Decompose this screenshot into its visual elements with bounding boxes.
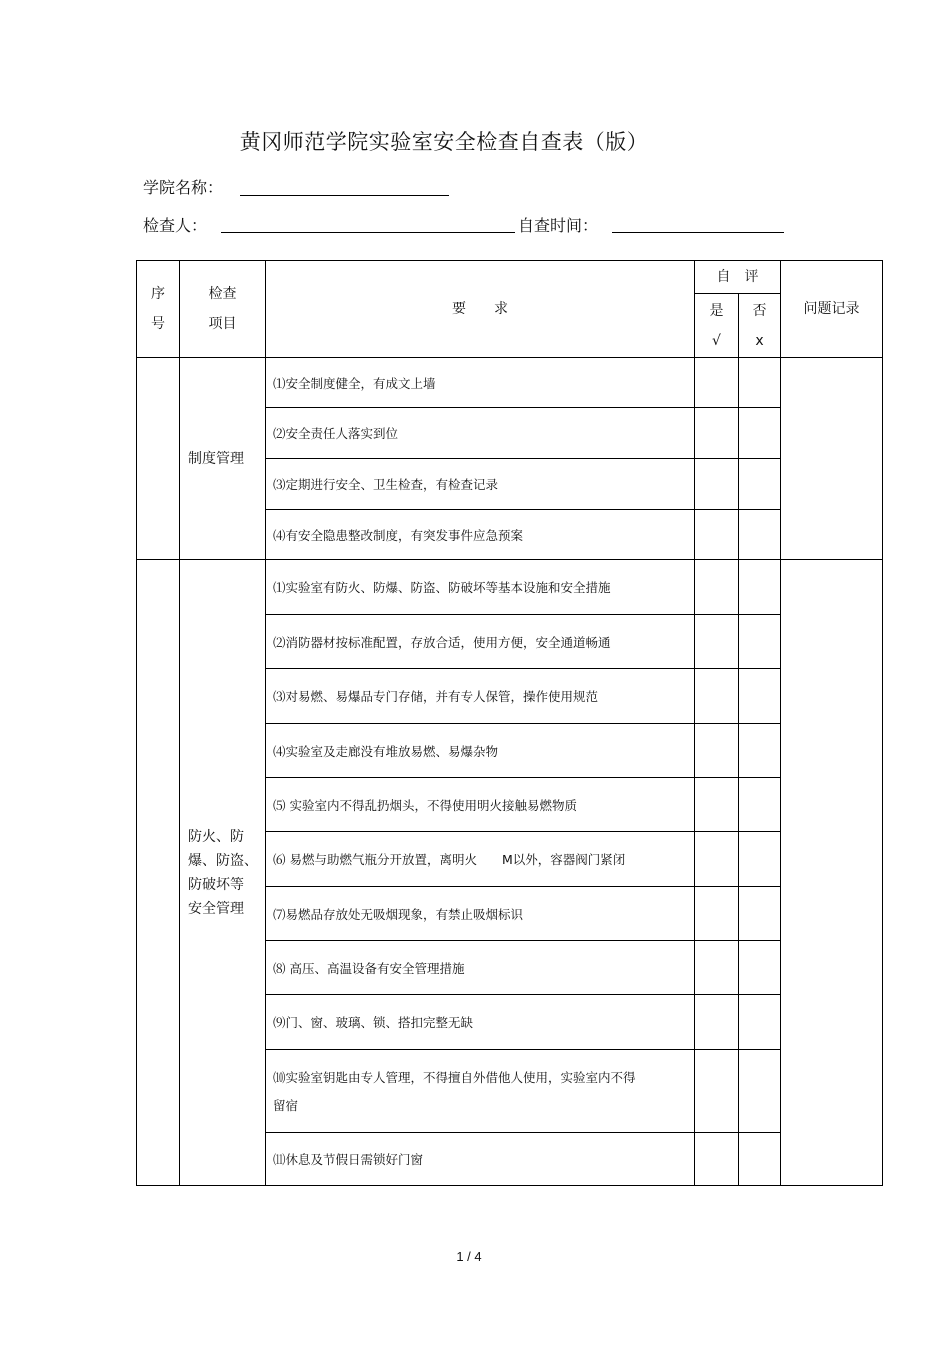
issue-notes-cell[interactable]	[781, 560, 883, 1186]
requirement-cell	[266, 1050, 695, 1133]
header-yes-line1: 是	[709, 302, 724, 319]
no-check-cell[interactable]	[739, 832, 781, 887]
check-time-label: 自查时间：	[518, 216, 599, 235]
header-no-line1: 否	[752, 302, 767, 319]
seq-cell	[137, 560, 180, 1186]
yes-check-cell[interactable]	[695, 408, 739, 459]
requirement-cell: ⑷实验室及走廊没有堆放易燃、易爆杂物	[266, 724, 695, 778]
header-yes-line2: √	[712, 332, 721, 349]
requirement-cell: ⑶对易燃、易爆品专门存储，并有专人保管，操作使用规范	[266, 669, 695, 724]
category-line: 安全管理	[188, 900, 244, 917]
requirement-cell: ⑸ 实验室内不得乱扔烟头，不得使用明火接触易燃物质	[266, 778, 695, 832]
yes-check-cell[interactable]	[695, 560, 739, 615]
header-yes	[695, 294, 739, 358]
header-seq-line2: 号	[151, 316, 165, 332]
requirement-cell: ⑵消防器材按标准配置，存放合适，使用方便，安全通道畅通	[266, 615, 695, 669]
no-check-cell[interactable]	[739, 1050, 781, 1133]
yes-check-cell[interactable]	[695, 778, 739, 832]
issue-notes-cell[interactable]	[781, 358, 883, 560]
requirement-line: ⑽实验室钥匙由专人管理，不得擅自外借他人使用，实验室内不得	[273, 1070, 636, 1085]
no-check-cell[interactable]	[739, 408, 781, 459]
requirement-cell: ⑴实验室有防火、防爆、防盗、防破坏等基本设施和安全措施	[266, 560, 695, 615]
requirement-cell: ⑷有安全隐患整改制度，有突发事件应急预案	[266, 510, 695, 560]
header-self-eval-text: 自 评	[716, 269, 759, 285]
header-requirement-text: 要 求	[452, 301, 508, 317]
no-check-cell[interactable]	[739, 560, 781, 615]
yes-check-cell[interactable]	[695, 459, 739, 510]
yes-check-cell[interactable]	[695, 1133, 739, 1186]
inspection-table	[136, 260, 883, 1186]
yes-check-cell[interactable]	[695, 832, 739, 887]
college-name-line[interactable]	[240, 195, 449, 196]
requirement-cell: ⑴安全制度健全，有成文上墙	[266, 358, 695, 408]
no-check-cell[interactable]	[739, 1133, 781, 1186]
no-check-cell[interactable]	[739, 615, 781, 669]
page-title: 黄冈师范学院实验室安全检查自查表（版）	[239, 130, 649, 154]
table-row	[137, 358, 883, 408]
yes-check-cell[interactable]	[695, 669, 739, 724]
requirement-cell: ⑺易燃品存放处无吸烟现象，有禁止吸烟标识	[266, 887, 695, 941]
no-check-cell[interactable]	[739, 724, 781, 778]
category-line: 防破坏等	[188, 876, 244, 893]
yes-check-cell[interactable]	[695, 724, 739, 778]
header-requirement	[266, 261, 695, 358]
check-time-line[interactable]	[612, 232, 784, 233]
header-seq-line1: 序	[151, 286, 165, 302]
header-item-line1: 检查	[208, 286, 237, 302]
header-item	[180, 261, 266, 358]
requirement-cell: ⑻ 高压、高温设备有安全管理措施	[266, 941, 695, 995]
requirement-cell: ⑵安全责任人落实到位	[266, 408, 695, 459]
page-number: 1 / 4	[456, 1249, 482, 1264]
no-check-cell[interactable]	[739, 995, 781, 1050]
no-check-cell[interactable]	[739, 459, 781, 510]
no-check-cell[interactable]	[739, 941, 781, 995]
header-item-line2: 项目	[208, 316, 237, 332]
yes-check-cell[interactable]	[695, 358, 739, 408]
header-issues-text: 问题记录	[803, 301, 860, 317]
college-name-label: 学院名称：	[143, 178, 224, 197]
yes-check-cell[interactable]	[695, 510, 739, 560]
seq-cell	[137, 358, 180, 560]
yes-check-cell[interactable]	[695, 1050, 739, 1133]
header-issues	[781, 261, 883, 358]
no-check-cell[interactable]	[739, 358, 781, 408]
yes-check-cell[interactable]	[695, 995, 739, 1050]
inspector-line[interactable]	[221, 232, 515, 233]
no-check-cell[interactable]	[739, 510, 781, 560]
header-self-eval	[695, 261, 781, 294]
no-check-cell[interactable]	[739, 778, 781, 832]
no-check-cell[interactable]	[739, 887, 781, 941]
requirement-cell: ⑶定期进行安全、卫生检查，有检查记录	[266, 459, 695, 510]
requirement-cell: ⑾休息及节假日需锁好门窗	[266, 1133, 695, 1186]
category-cell	[180, 358, 266, 560]
table-row	[137, 560, 883, 615]
yes-check-cell[interactable]	[695, 887, 739, 941]
requirement-cell: ⑼门、窗、玻璃、锁、搭扣完整无缺	[266, 995, 695, 1050]
header-seq	[137, 261, 180, 358]
inspector-label: 检查人：	[143, 216, 208, 235]
header-no	[739, 294, 781, 358]
category-label: 制度管理	[188, 450, 244, 467]
yes-check-cell[interactable]	[695, 941, 739, 995]
category-line: 防火、防	[188, 828, 244, 845]
header-no-line2: x	[755, 332, 764, 349]
category-cell	[180, 560, 266, 1186]
yes-check-cell[interactable]	[695, 615, 739, 669]
requirement-line: 留宿	[273, 1098, 299, 1113]
category-line: 爆、防盗、	[188, 852, 258, 869]
no-check-cell[interactable]	[739, 669, 781, 724]
requirement-cell: ⑹ 易燃与助燃气瓶分开放置，离明火 M以外，容器阀门紧闭	[266, 832, 695, 887]
